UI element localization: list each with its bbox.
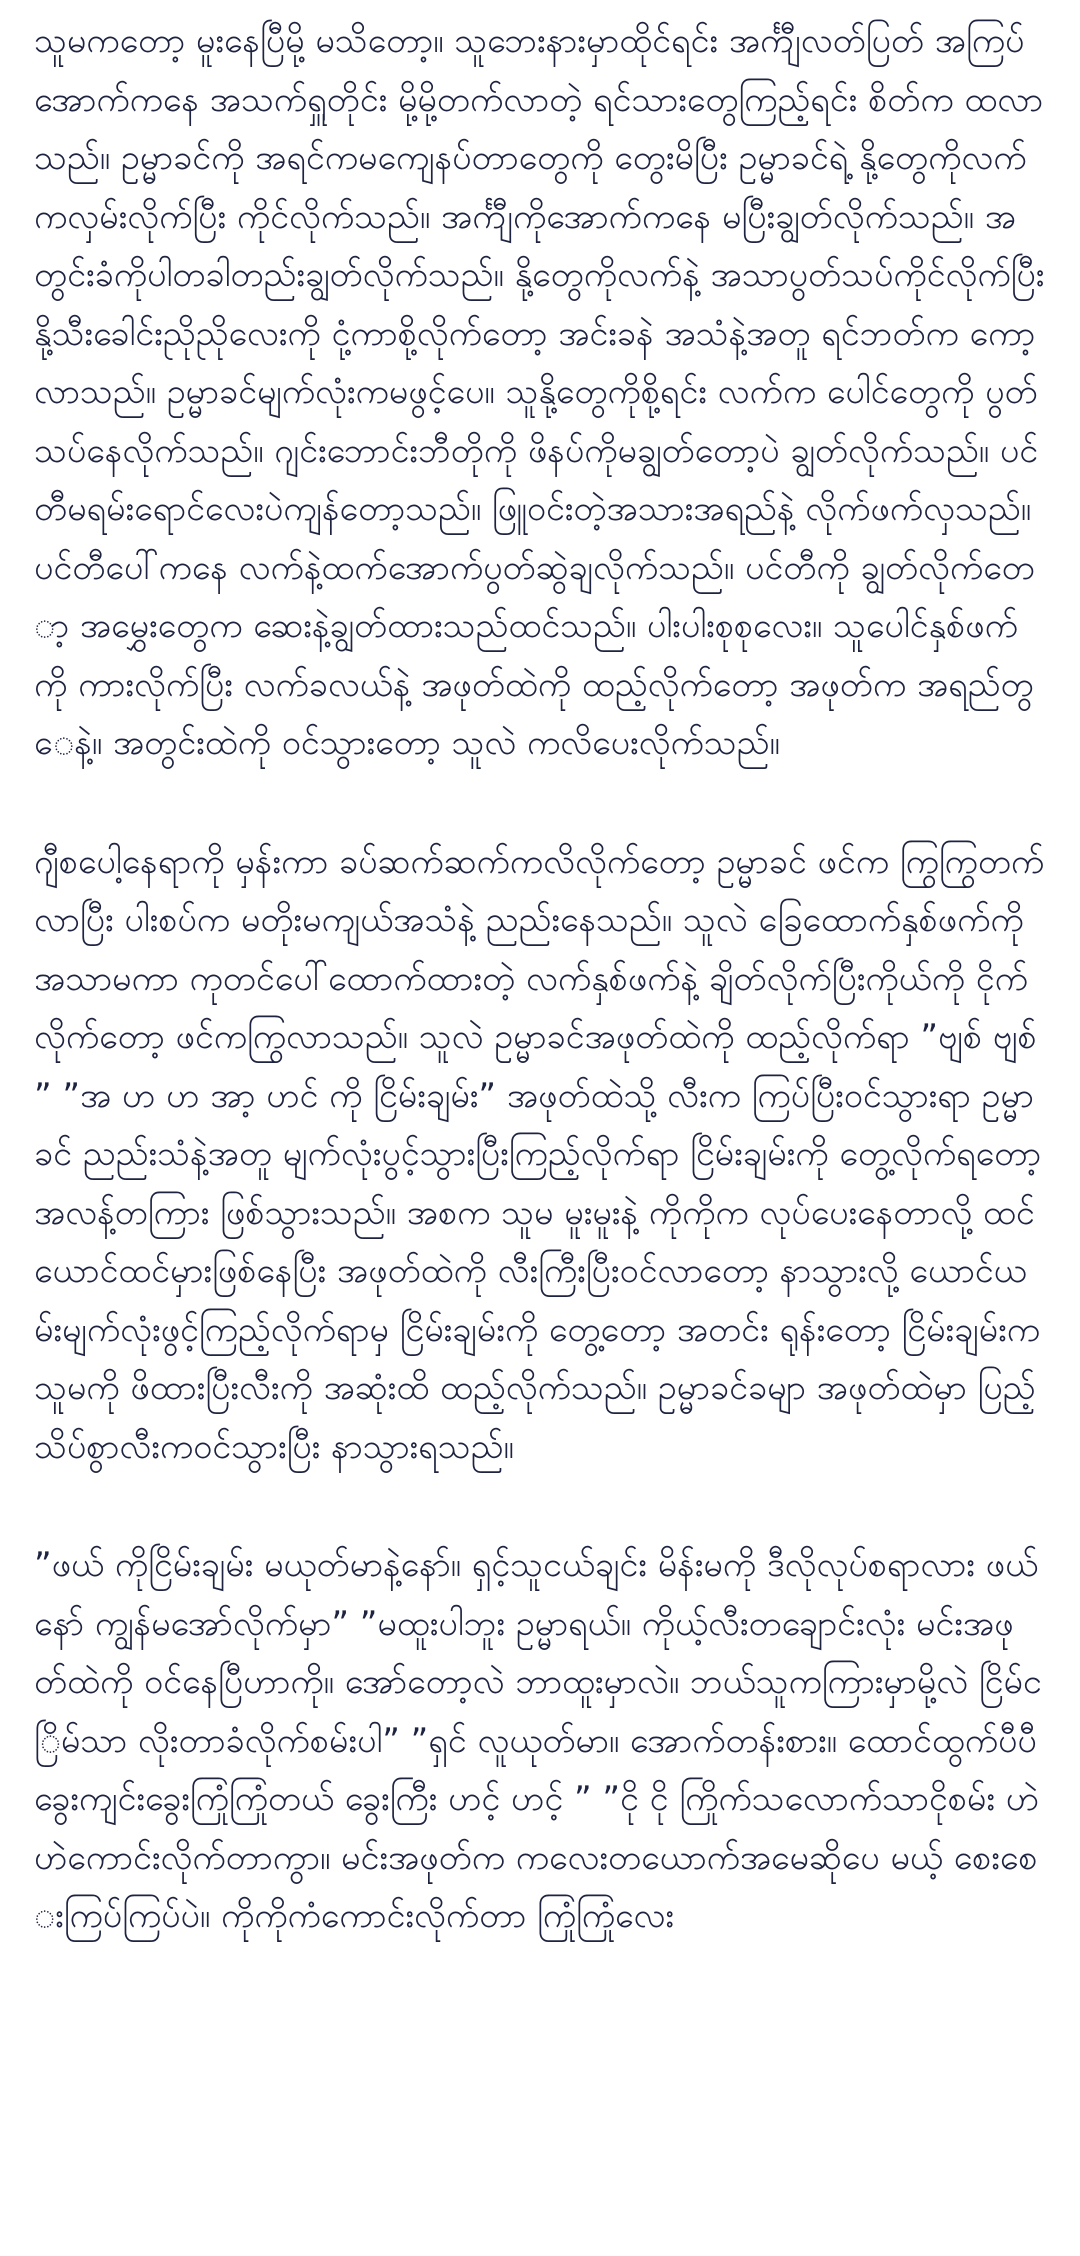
story-text	[34, 12, 1046, 1946]
story-paragraph: ”ဖယ် ကိုငြိမ်းချမ်း မယုတ်မာနဲ့နော်။ ရှင့်သူငယ်ချင်း မိန်းမကို ဒီလိုလုပ်စရာလား ဖယ်နော် ကျွန်မအော်လိုက်မှာ” ”မထူးပါဘူး ဥမ္မာရယ်။ ကိုယ့်လီးတချောင်းလုံး မင်းအဖုတ်ထဲကို ဝင်နေပြီဟာကို။ အော်တော့လဲ ဘာထူးမှာလဲ။ ဘယ်သူကကြားမှာမို့လဲ ငြိမ်ငြိမ်သာ လိုးတာခံလိုက်စမ်းပါ” ”ရှင် လူယုတ်မာ။ အောက်တန်းစား။ ထောင်ထွက်ပီပီ ခွေးကျင်းခွေးကြုံကြုံတယ် ခွေးကြီး ဟင့် ဟင့် ” ”ငို ငို ကြိုက်သလောက်သာငိုစမ်း ဟဲဟဲကောင်းလိုက်တာကွာ။ မင်းအဖုတ်က ကလေးတယောက်အမေဆိုပေ မယ့် စေးစေးကြပ်ကြပ်ပဲ။ ကိုကိုကံကောင်းလိုက်တာ ကြုံကြုံလေး	[34, 1545, 1042, 1936]
story-paragraph: ဂျီစပေါ့နေရာကို မှန်းကာ ခပ်ဆက်ဆက်ကလိလိုက်တော့ ဥမ္မာခင် ဖင်က ကြွကြွတက်လာပြီး ပါးစပ်က မတိုးမကျယ်အသံနဲ့ ညည်းနေသည်။ သူလဲ ခြေထောက်နှစ်ဖက်ကို အသာမကာ ကုတင်ပေါ်ထောက်ထားတဲ့ လက်နှစ်ဖက်နဲ့ ချိတ်လိုက်ပြီးကိုယ်ကို ငိုက်လိုက်တော့ ဖင်ကကြွလာသည်။ သူလဲ ဥမ္မာခင်အဖုတ်ထဲကို ထည့်လိုက်ရာ ”ဗျစ် ဗျစ် ” ”အ ဟ ဟ အာ့ ဟင် ကို ငြိမ်းချမ်း” အဖုတ်ထဲသို့ လီးက ကြပ်ပြီးဝင်သွားရာ ဥမ္မာခင် ညည်းသံနဲ့အတူ မျက်လုံးပွင့်သွားပြီးကြည့်လိုက်ရာ ငြိမ်းချမ်းကို တွေ့လိုက်ရတော့ အလန့်တကြား ဖြစ်သွားသည်။ အစက သူမ မူးမူးနဲ့ ကိုကိုက လုပ်ပေးနေတာလို့ ထင်ယောင်ထင်မှားဖြစ်နေပြီး အဖုတ်ထဲကို လီးကြီးပြီးဝင်လာတော့ နာသွားလို့ ယောင်ယမ်းမျက်လုံးဖွင့်ကြည့်လိုက်ရာမှ ငြိမ်းချမ်းကို တွေ့တော့ အတင်း ရုန်းတော့ ငြိမ်းချမ်းက သူမကို ဖိထားပြီးလီးကို အဆုံးထိ ထည့်လိုက်သည်။ ဥမ္မာခင်ခမျာ အဖုတ်ထဲမှာ ပြည့်သိပ်စွာလီးကဝင်သွားပြီး နာသွားရသည်။	[34, 841, 1045, 1467]
story-paragraph: သူမကတော့ မူးနေပြီမို့ မသိတော့။ သူဘေးနားမှာထိုင်ရင်း အင်္ကျီလတ်ပြတ် အကြပ်အောက်ကနေ အသက်ရှူတိုင်း မို့မို့တက်လာတဲ့ ရင်သားတွေကြည့်ရင်း စိတ်က ထလာသည်။ ဥမ္မာခင်ကို အရင်ကမကျေနပ်တာတွေကို တွေးမိပြီး ဥမ္မာခင်ရဲ့ နို့တွေကိုလက်ကလှမ်းလိုက်ပြီး ကိုင်လိုက်သည်။ အင်္ကျီကိုအောက်ကနေ မပြီးချွတ်လိုက်သည်။ အတွင်းခံကိုပါတခါတည်းချွတ်လိုက်သည်။ နို့တွေကိုလက်နဲ့ အသာပွတ်သပ်ကိုင်လိုက်ပြီး နို့သီးခေါင်းညိုညိုလေးကို ငုံ့ကာစို့လိုက်တော့ အင်းခနဲ အသံနဲ့အတူ ရင်ဘတ်က ကော့လာသည်။ ဥမ္မာခင်မျက်လုံးကမဖွင့်ပေ။ သူနို့တွေကိုစို့ရင်း လက်က ပေါင်တွေကို ပွတ်သပ်နေလိုက်သည်။ ဂျင်းဘောင်းဘီတိုကို ဖိနပ်ကိုမချွတ်တော့ပဲ ချွတ်လိုက်သည်။ ပင်တီမရမ်းရောင်လေးပဲကျန်တော့သည်။ ဖြူဝင်းတဲ့အသားအရည်နဲ့ လိုက်ဖက်လှသည်။ ပင်တီပေါ်ကနေ လက်နဲ့ထက်အောက်ပွတ်ဆွဲချလိုက်သည်။ ပင်တီကို ချွတ်လိုက်တော့ အမွှေးတွေက ဆေးနဲ့ချွတ်ထားသည်ထင်သည်။ ပါးပါးစုစုလေး။ သူပေါင်နှစ်ဖက်ကို ကားလိုက်ပြီး လက်ခလယ်နဲ့ အဖုတ်ထဲကို ထည့်လိုက်တော့ အဖုတ်က အရည်တွေနဲ့။ အတွင်းထဲကို ဝင်သွားတော့ သူလဲ ကလိပေးလိုက်သည်။	[34, 21, 1045, 763]
